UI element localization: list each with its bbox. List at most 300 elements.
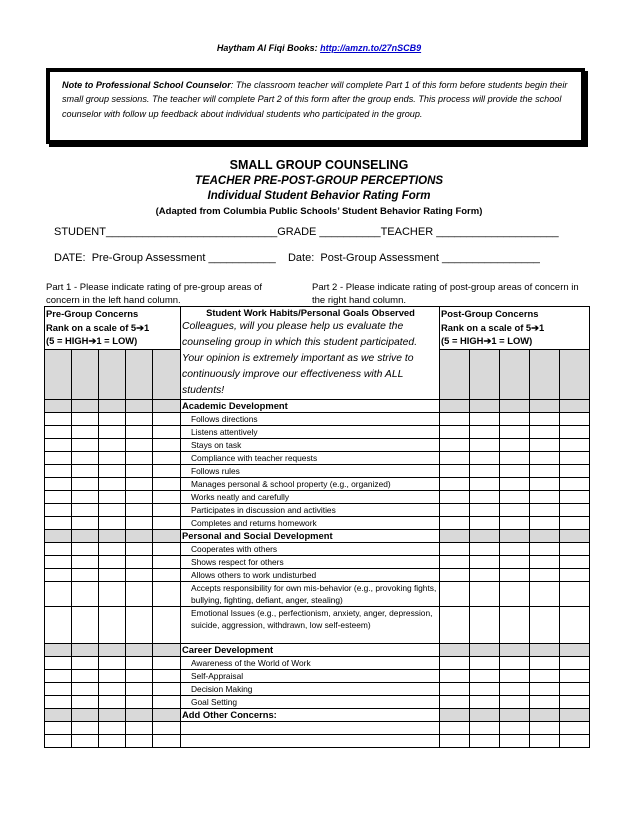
criteria-row (45, 543, 590, 556)
pre-rating-cell[interactable] (126, 517, 153, 530)
pre-rating-cell[interactable] (126, 722, 153, 735)
pre-rating-cell[interactable] (99, 696, 126, 709)
post-rating-cell[interactable] (560, 556, 590, 569)
pre-rating-cell[interactable] (99, 517, 126, 530)
pre-rating-cell[interactable] (153, 517, 181, 530)
post-rating-cell[interactable] (500, 439, 530, 452)
pre-rating-cell[interactable] (45, 722, 72, 735)
pre-rating-cell[interactable] (153, 644, 181, 657)
pre-rating-cell[interactable] (99, 465, 126, 478)
pre-rating-cell[interactable] (126, 504, 153, 517)
pre-rating-cell[interactable] (153, 478, 181, 491)
pre-rating-cell[interactable] (99, 607, 126, 644)
pre-rating-cell[interactable] (45, 709, 72, 722)
post-rating-cell[interactable] (440, 670, 470, 683)
source-header (0, 43, 638, 53)
pre-rating-cell[interactable] (99, 413, 126, 426)
post-rating-cell[interactable] (470, 735, 500, 748)
pre-rating-cell[interactable] (72, 556, 99, 569)
post-rating-cell[interactable] (530, 644, 560, 657)
pre-rating-cell[interactable] (45, 683, 72, 696)
post-rating-cell[interactable] (440, 696, 470, 709)
pre-rating-cell[interactable] (99, 400, 126, 413)
post-rating-cell[interactable] (470, 452, 500, 465)
post-rating-cell[interactable] (560, 543, 590, 556)
criteria-label: Cooperates with others (181, 543, 440, 556)
post-rating-cell[interactable] (500, 582, 530, 607)
post-rating-cell[interactable] (440, 426, 470, 439)
pre-rating-cell[interactable] (99, 709, 126, 722)
post-rating-cell[interactable] (560, 439, 590, 452)
post-rating-cell[interactable] (470, 582, 500, 607)
criteria-label: Follows directions (181, 413, 440, 426)
pre-rating-cell[interactable] (45, 569, 72, 582)
pre-rating-cell[interactable] (45, 400, 72, 413)
pre-rating-cell[interactable] (126, 478, 153, 491)
note-label: Note to Professional School Counselor (62, 80, 231, 90)
pre-rating-cell[interactable] (99, 657, 126, 670)
pre-rating-cell[interactable] (72, 452, 99, 465)
post-rating-cell[interactable] (530, 607, 560, 644)
post-rating-cell[interactable] (470, 556, 500, 569)
criteria-row (45, 670, 590, 683)
pre-rating-cell[interactable] (99, 735, 126, 748)
post-rating-cell[interactable] (500, 683, 530, 696)
post-rating-cell[interactable] (530, 569, 560, 582)
criteria-label: Accepts responsibility for own mis-behavior (e.g., provoking fights, bullying, fighting, defiant, anger, stealing) (181, 582, 440, 607)
post-rating-cell[interactable] (440, 543, 470, 556)
pre-rating-cell[interactable] (45, 644, 72, 657)
section-row (45, 530, 590, 543)
post-rating-cell[interactable] (500, 569, 530, 582)
pre-rating-cell[interactable] (72, 478, 99, 491)
pre-rating-cell[interactable] (45, 439, 72, 452)
pre-rating-cell[interactable] (126, 582, 153, 607)
pre-rating-cell[interactable] (153, 543, 181, 556)
post-rating-cell[interactable] (440, 517, 470, 530)
pre-rating-cell[interactable] (126, 543, 153, 556)
pre-rating-cell[interactable] (126, 683, 153, 696)
criteria-row (45, 722, 590, 735)
pre-rating-cell[interactable] (72, 530, 99, 543)
post-rating-cell[interactable] (470, 478, 500, 491)
middle-text: Colleagues, will you please help us evaluate the counseling group in which this student participated. Your opinion is extremely important as we strive to continuously improve our effectiveness with ALL students! (182, 321, 418, 396)
post-rating-cell[interactable] (440, 735, 470, 748)
post-rating-cell[interactable] (470, 696, 500, 709)
pre-rating-cell[interactable] (72, 696, 99, 709)
post-rating-cell[interactable] (560, 400, 590, 413)
post-rating-cell[interactable] (500, 709, 530, 722)
post-rating-cell[interactable] (560, 670, 590, 683)
section-row (45, 400, 590, 413)
post-rating-cell[interactable] (440, 644, 470, 657)
post-rating-cell[interactable] (440, 556, 470, 569)
post-rating-cell[interactable] (470, 439, 500, 452)
pre-rating-cell[interactable] (153, 607, 181, 644)
post-rating-cell[interactable] (440, 582, 470, 607)
post-rating-cell[interactable] (560, 478, 590, 491)
post-rating-cell[interactable] (470, 607, 500, 644)
criteria-row (45, 426, 590, 439)
post-rating-cell[interactable] (470, 683, 500, 696)
part2-instructions: Part 2 - Please indicate rating of post-group areas of concern in the right hand column. (312, 282, 579, 306)
post-rating-cell[interactable] (440, 439, 470, 452)
pre-rating-cell[interactable] (99, 439, 126, 452)
criteria-row (45, 556, 590, 569)
post-rating-cell[interactable] (530, 413, 560, 426)
criteria-row (45, 413, 590, 426)
pre-rating-cell[interactable] (99, 722, 126, 735)
pre-rating-cell[interactable] (45, 452, 72, 465)
pre-rating-cell[interactable] (45, 696, 72, 709)
pre-rating-cell[interactable] (126, 696, 153, 709)
pre-rating-cell[interactable] (99, 491, 126, 504)
post-rating-cell[interactable] (500, 657, 530, 670)
post-rating-cell[interactable] (530, 657, 560, 670)
pre-rating-cell[interactable] (72, 413, 99, 426)
pre-rating-cell[interactable] (99, 504, 126, 517)
pre-rating-cell[interactable] (153, 465, 181, 478)
pre-rating-cell[interactable] (153, 735, 181, 748)
post-rating-cell[interactable] (530, 491, 560, 504)
post-rating-cell[interactable] (560, 709, 590, 722)
pre-rating-cell[interactable] (126, 530, 153, 543)
pre-rating-cell[interactable] (72, 504, 99, 517)
post-rating-cell[interactable] (440, 400, 470, 413)
criteria-row (45, 452, 590, 465)
pre-rating-cell[interactable] (45, 582, 72, 607)
pre-rating-cell[interactable] (45, 517, 72, 530)
post-rating-cell[interactable] (500, 735, 530, 748)
post-rating-cell[interactable] (440, 657, 470, 670)
post-rating-cell[interactable] (470, 709, 500, 722)
post-rating-cell[interactable] (470, 350, 500, 400)
pre-rating-cell[interactable] (153, 452, 181, 465)
pre-rating-cell[interactable] (153, 683, 181, 696)
pre-rating-cell[interactable] (72, 350, 99, 400)
post-group-header-line2: Rank on a scale of 5➔1 (441, 321, 545, 333)
pre-rating-cell[interactable] (153, 491, 181, 504)
post-rating-cell[interactable] (470, 530, 500, 543)
post-rating-cell[interactable] (440, 478, 470, 491)
middle-title: Student Work Habits/Personal Goals Observed (206, 307, 415, 318)
post-rating-cell[interactable] (560, 413, 590, 426)
post-rating-cell[interactable] (500, 413, 530, 426)
post-rating-cell[interactable] (560, 683, 590, 696)
criteria-label: Shows respect for others (181, 556, 440, 569)
pre-rating-cell[interactable] (45, 670, 72, 683)
pre-rating-cell[interactable] (45, 530, 72, 543)
pre-rating-cell[interactable] (72, 670, 99, 683)
pre-rating-cell[interactable] (153, 722, 181, 735)
pre-rating-cell[interactable] (72, 709, 99, 722)
pre-rating-cell[interactable] (126, 607, 153, 644)
pre-rating-cell[interactable] (126, 569, 153, 582)
pre-rating-cell[interactable] (45, 478, 72, 491)
post-rating-cell[interactable] (560, 465, 590, 478)
pre-rating-cell[interactable] (72, 517, 99, 530)
post-rating-cell[interactable] (440, 452, 470, 465)
post-rating-cell[interactable] (440, 569, 470, 582)
pre-rating-cell[interactable] (72, 657, 99, 670)
post-rating-cell[interactable] (470, 465, 500, 478)
post-rating-cell[interactable] (440, 709, 470, 722)
post-rating-cell[interactable] (500, 517, 530, 530)
pre-rating-cell[interactable] (45, 556, 72, 569)
pre-rating-cell[interactable] (99, 582, 126, 607)
pre-rating-cell[interactable] (126, 465, 153, 478)
post-rating-cell[interactable] (500, 504, 530, 517)
criteria-row (45, 517, 590, 530)
post-rating-cell[interactable] (560, 696, 590, 709)
pre-rating-cell[interactable] (45, 657, 72, 670)
criteria-label: Allows others to work undisturbed (181, 569, 440, 582)
pre-rating-cell[interactable] (126, 657, 153, 670)
post-rating-cell[interactable] (560, 504, 590, 517)
pre-rating-cell[interactable] (72, 543, 99, 556)
criteria-label: Awareness of the World of Work (181, 657, 440, 670)
pre-rating-cell[interactable] (45, 607, 72, 644)
pre-rating-cell[interactable] (153, 556, 181, 569)
pre-rating-cell[interactable] (72, 644, 99, 657)
post-rating-cell[interactable] (440, 722, 470, 735)
post-rating-cell[interactable] (500, 491, 530, 504)
pre-rating-cell[interactable] (126, 413, 153, 426)
post-rating-cell[interactable] (530, 709, 560, 722)
form-title: SMALL GROUP COUNSELING (229, 158, 409, 172)
pre-rating-cell[interactable] (99, 556, 126, 569)
post-rating-cell[interactable] (500, 722, 530, 735)
pre-rating-cell[interactable] (72, 607, 99, 644)
post-rating-cell[interactable] (500, 426, 530, 439)
post-rating-cell[interactable] (500, 696, 530, 709)
pre-rating-cell[interactable] (45, 413, 72, 426)
middle-header (181, 307, 440, 400)
pre-rating-cell[interactable] (45, 504, 72, 517)
table-header-row (45, 307, 590, 350)
post-rating-cell[interactable] (500, 530, 530, 543)
post-rating-cell[interactable] (560, 657, 590, 670)
counselor-note (46, 68, 585, 144)
source-prefix: Haytham Al Fiqi Books: (216, 43, 321, 53)
pre-rating-cell[interactable] (126, 709, 153, 722)
pre-rating-cell[interactable] (99, 530, 126, 543)
post-rating-cell[interactable] (530, 722, 560, 735)
section-title: Personal and Social Development (181, 530, 440, 543)
post-rating-cell[interactable] (560, 569, 590, 582)
pre-rating-cell[interactable] (72, 683, 99, 696)
pre-rating-cell[interactable] (45, 735, 72, 748)
post-rating-cell[interactable] (530, 400, 560, 413)
post-rating-cell[interactable] (500, 670, 530, 683)
pre-rating-cell[interactable] (153, 350, 181, 400)
post-rating-cell[interactable] (560, 607, 590, 644)
pre-rating-cell[interactable] (45, 543, 72, 556)
post-rating-cell[interactable] (530, 670, 560, 683)
post-rating-cell[interactable] (440, 683, 470, 696)
post-rating-cell[interactable] (440, 530, 470, 543)
post-rating-cell[interactable] (530, 556, 560, 569)
criteria-label: Manages personal & school property (e.g., organized) (181, 478, 440, 491)
post-rating-cell[interactable] (530, 543, 560, 556)
post-rating-cell[interactable] (500, 543, 530, 556)
post-rating-cell[interactable] (560, 350, 590, 400)
post-rating-cell[interactable] (530, 465, 560, 478)
adapted-note: (Adapted from Columbia Public Schools’ Student Behavior Rating Form) (155, 206, 483, 217)
criteria-row (45, 607, 590, 644)
pre-rating-cell[interactable] (126, 491, 153, 504)
post-rating-cell[interactable] (560, 452, 590, 465)
pre-rating-cell[interactable] (153, 569, 181, 582)
pre-rating-cell[interactable] (72, 582, 99, 607)
post-rating-cell[interactable] (500, 400, 530, 413)
criteria-label: Listens attentively (181, 426, 440, 439)
post-rating-cell[interactable] (530, 696, 560, 709)
pre-rating-cell[interactable] (45, 350, 72, 400)
pre-rating-cell[interactable] (99, 644, 126, 657)
criteria-row (45, 683, 590, 696)
post-rating-cell[interactable] (500, 556, 530, 569)
post-rating-cell[interactable] (560, 517, 590, 530)
post-rating-cell[interactable] (470, 670, 500, 683)
post-rating-cell[interactable] (560, 530, 590, 543)
post-rating-cell[interactable] (440, 350, 470, 400)
section-title: Add Other Concerns: (181, 709, 440, 722)
post-rating-cell[interactable] (530, 530, 560, 543)
criteria-row (45, 735, 590, 748)
post-rating-cell[interactable] (470, 657, 500, 670)
pre-rating-cell[interactable] (153, 696, 181, 709)
pre-rating-cell[interactable] (153, 400, 181, 413)
pre-rating-cell[interactable] (126, 670, 153, 683)
post-rating-cell[interactable] (560, 735, 590, 748)
post-rating-cell[interactable] (470, 543, 500, 556)
criteria-label (181, 722, 440, 735)
pre-rating-cell[interactable] (99, 452, 126, 465)
post-rating-cell[interactable] (440, 504, 470, 517)
pre-rating-cell[interactable] (126, 400, 153, 413)
post-rating-cell[interactable] (530, 504, 560, 517)
post-rating-cell[interactable] (440, 607, 470, 644)
post-rating-cell[interactable] (530, 683, 560, 696)
pre-rating-cell[interactable] (99, 543, 126, 556)
post-rating-cell[interactable] (560, 722, 590, 735)
pre-rating-cell[interactable] (72, 426, 99, 439)
pre-rating-cell[interactable] (72, 569, 99, 582)
post-rating-cell[interactable] (500, 452, 530, 465)
post-rating-cell[interactable] (440, 465, 470, 478)
pre-rating-cell[interactable] (99, 478, 126, 491)
pre-rating-cell[interactable] (153, 439, 181, 452)
criteria-label: Follows rules (181, 465, 440, 478)
pre-rating-cell[interactable] (126, 452, 153, 465)
pre-rating-cell[interactable] (153, 670, 181, 683)
post-rating-cell[interactable] (530, 439, 560, 452)
pre-rating-cell[interactable] (72, 439, 99, 452)
post-rating-cell[interactable] (500, 644, 530, 657)
pre-rating-cell[interactable] (126, 556, 153, 569)
post-rating-cell[interactable] (530, 452, 560, 465)
pre-rating-cell[interactable] (99, 426, 126, 439)
pre-rating-cell[interactable] (72, 735, 99, 748)
criteria-row (45, 504, 590, 517)
pre-rating-cell[interactable] (126, 439, 153, 452)
post-rating-cell[interactable] (500, 465, 530, 478)
pre-rating-cell[interactable] (153, 657, 181, 670)
post-rating-cell[interactable] (530, 478, 560, 491)
pre-rating-cell[interactable] (72, 400, 99, 413)
post-rating-cell[interactable] (470, 644, 500, 657)
pre-rating-cell[interactable] (45, 465, 72, 478)
post-rating-cell[interactable] (470, 504, 500, 517)
pre-rating-cell[interactable] (153, 413, 181, 426)
pre-rating-cell[interactable] (99, 350, 126, 400)
pre-group-header-line3: (5 = HIGH➔1 = LOW) (46, 335, 138, 346)
post-rating-cell[interactable] (470, 569, 500, 582)
post-rating-cell[interactable] (500, 350, 530, 400)
pre-rating-cell[interactable] (45, 491, 72, 504)
pre-rating-cell[interactable] (153, 530, 181, 543)
post-rating-cell[interactable] (560, 644, 590, 657)
pre-rating-cell[interactable] (153, 426, 181, 439)
note-text: : The classroom teacher will complete Part 1 of this form before students begin their small group sessions. The teacher will complete Part 2 of this form after the group ends. This process will provide the school counselor with follow up feedback about individual students who participated in the group. (62, 80, 568, 119)
criteria-row (45, 491, 590, 504)
source-link[interactable]: http://amzn.to/27nSCB9 (320, 43, 422, 53)
post-rating-cell[interactable] (530, 582, 560, 607)
post-group-header-line1: Post-Group Concerns (441, 308, 539, 319)
pre-rating-cell[interactable] (126, 350, 153, 400)
post-rating-cell[interactable] (470, 400, 500, 413)
pre-rating-cell[interactable] (126, 426, 153, 439)
post-rating-cell[interactable] (530, 350, 560, 400)
criteria-row (45, 696, 590, 709)
post-rating-cell[interactable] (560, 582, 590, 607)
post-rating-cell[interactable] (470, 491, 500, 504)
criteria-row (45, 569, 590, 582)
post-rating-cell[interactable] (530, 426, 560, 439)
post-rating-cell[interactable] (500, 478, 530, 491)
post-rating-cell[interactable] (560, 426, 590, 439)
post-rating-cell[interactable] (440, 413, 470, 426)
post-rating-cell[interactable] (470, 426, 500, 439)
pre-rating-cell[interactable] (99, 670, 126, 683)
pre-group-header (45, 307, 181, 350)
criteria-label: Completes and returns homework (181, 517, 440, 530)
post-rating-cell[interactable] (530, 735, 560, 748)
post-rating-cell[interactable] (470, 413, 500, 426)
pre-rating-cell[interactable] (99, 569, 126, 582)
post-rating-cell[interactable] (560, 491, 590, 504)
pre-rating-cell[interactable] (126, 735, 153, 748)
pre-rating-cell[interactable] (99, 683, 126, 696)
post-rating-cell[interactable] (470, 517, 500, 530)
pre-rating-cell[interactable] (153, 504, 181, 517)
post-rating-cell[interactable] (500, 607, 530, 644)
criteria-label: Compliance with teacher requests (181, 452, 440, 465)
pre-rating-cell[interactable] (72, 491, 99, 504)
post-rating-cell[interactable] (440, 491, 470, 504)
pre-rating-cell[interactable] (153, 582, 181, 607)
pre-rating-cell[interactable] (45, 426, 72, 439)
post-group-header (440, 307, 590, 350)
pre-rating-cell[interactable] (153, 709, 181, 722)
pre-rating-cell[interactable] (126, 644, 153, 657)
pre-group-header-line1: Pre-Group Concerns (46, 308, 139, 319)
pre-rating-cell[interactable] (72, 465, 99, 478)
post-rating-cell[interactable] (530, 517, 560, 530)
pre-rating-cell[interactable] (72, 722, 99, 735)
post-rating-cell[interactable] (470, 722, 500, 735)
